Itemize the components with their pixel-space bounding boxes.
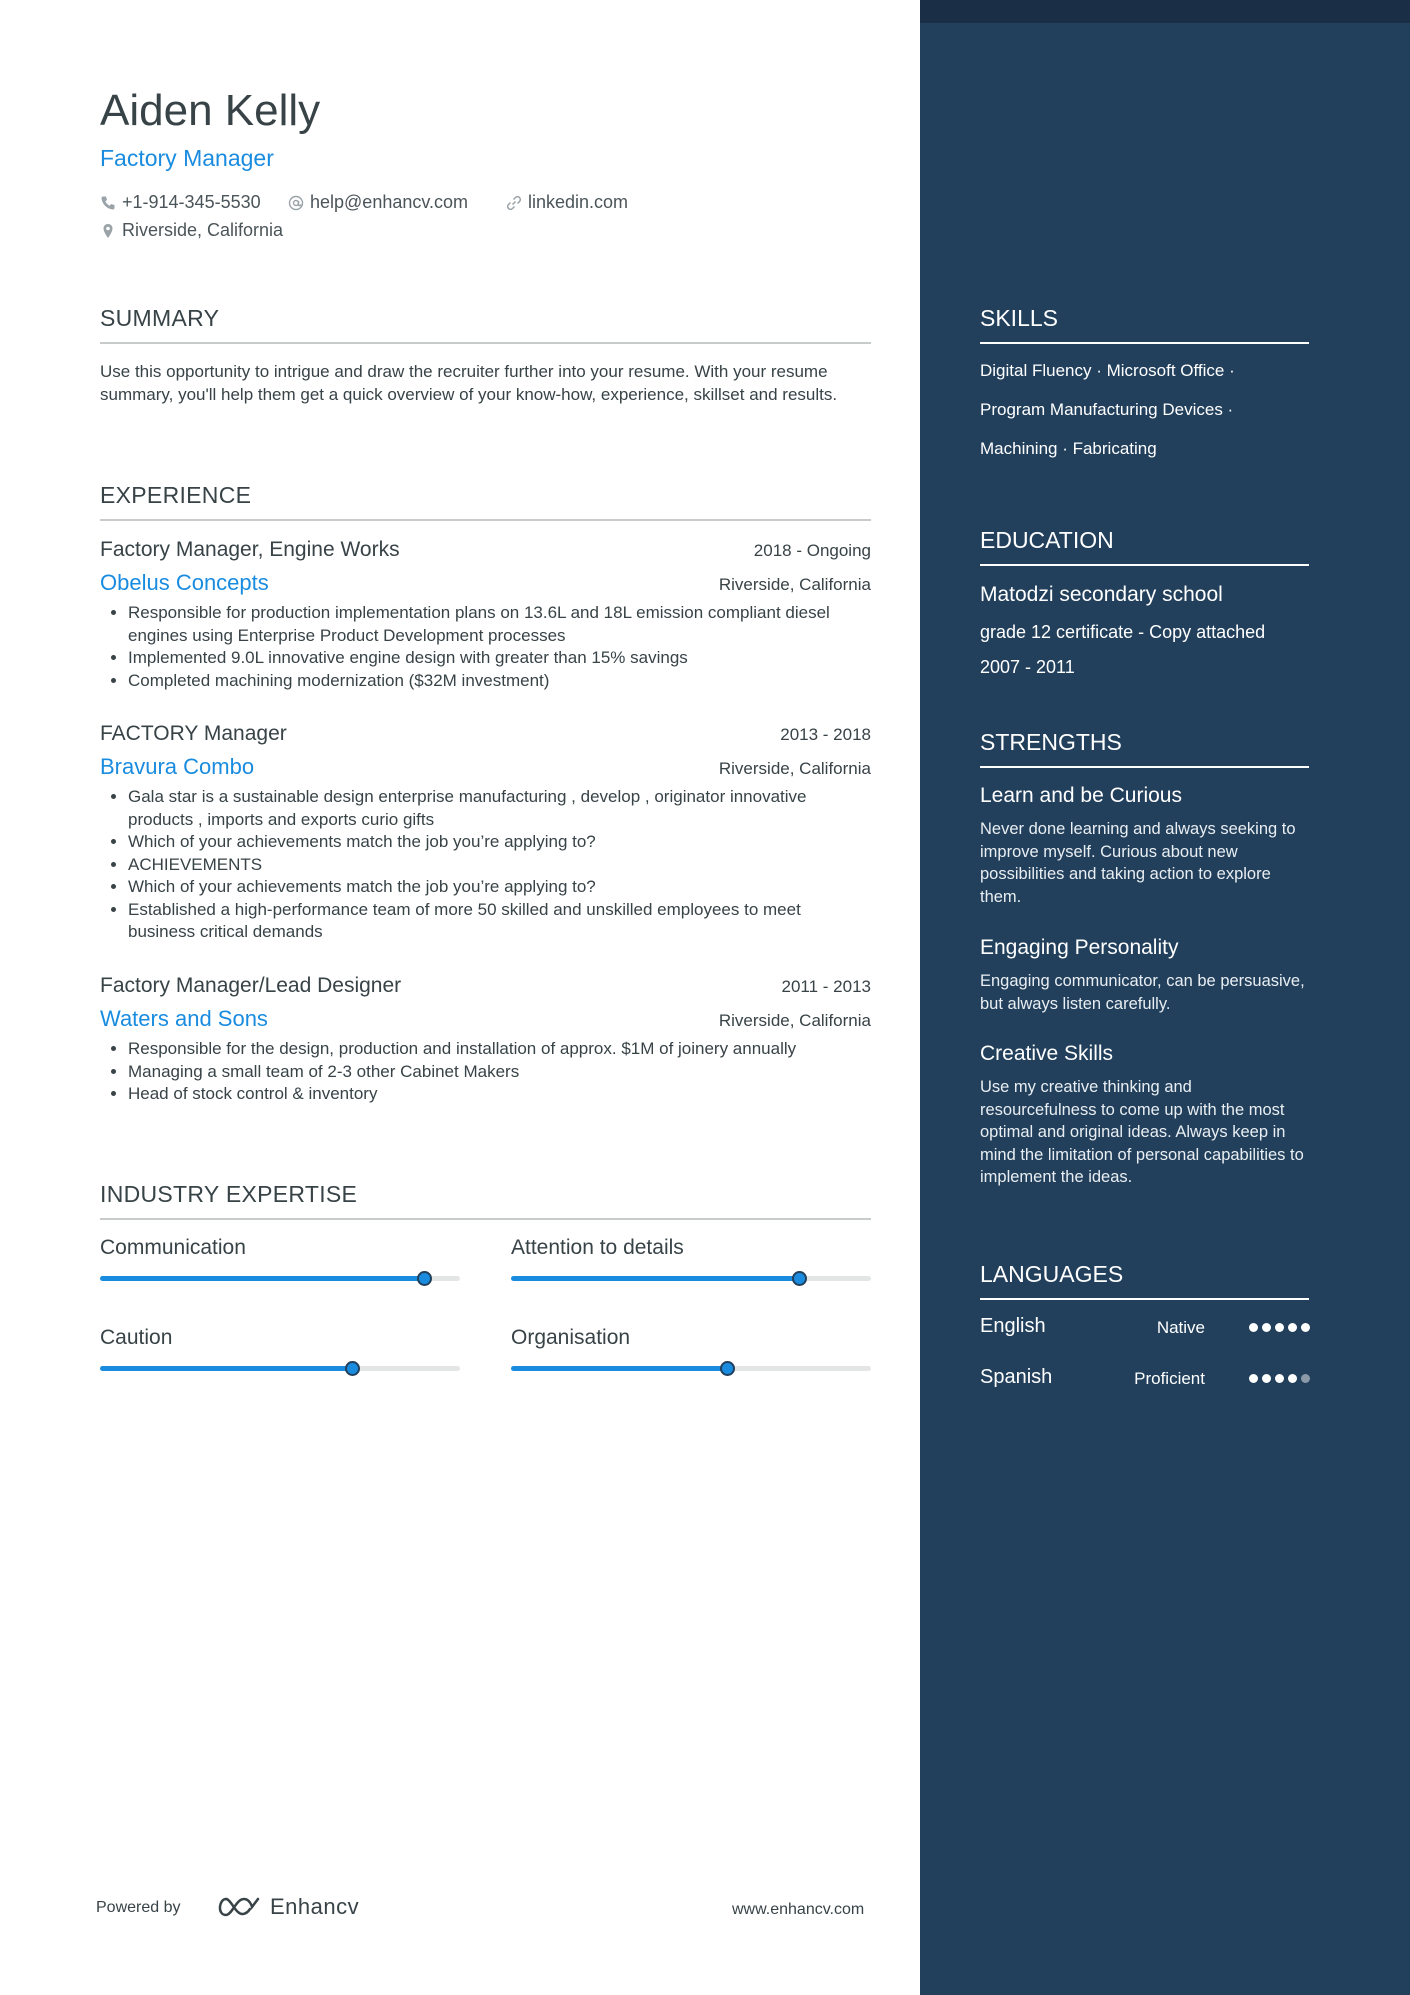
skills-line: Program Manufacturing Devices · <box>980 400 1234 419</box>
proficiency-dot <box>1288 1323 1297 1332</box>
job-bullet: • Responsible for production implementation plans on 13.6L and 18L emission compliant diesel engines using Enterprise Product Development processes <box>128 602 871 647</box>
language-row <box>980 1315 1310 1343</box>
job-bullets <box>100 602 871 692</box>
education-heading: EDUCATION <box>980 527 1309 566</box>
job-bullet: • Established a high-performance team of more 50 skilled and unskilled employees to meet business critical demands <box>128 899 871 944</box>
footer-url[interactable]: www.enhancv.com <box>732 1901 865 1918</box>
job-bullet: • ACHIEVEMENTS <box>128 854 871 877</box>
expertise-bar-fill <box>511 1366 727 1371</box>
expertise-item <box>100 1236 460 1281</box>
proficiency-dot <box>1275 1374 1284 1383</box>
powered-by-label: Powered by <box>96 1899 181 1916</box>
job-entry <box>100 538 871 692</box>
proficiency-dot <box>1275 1323 1284 1332</box>
job-role: Factory Manager/Lead Designer <box>100 974 402 997</box>
summary-text: Use this opportunity to intrigue and draw the recruiter further into your resume. With your resume summary, you'll help them get a quick overview of your know-how, experience, skillset and results. <box>100 362 838 404</box>
expertise-bar <box>100 1276 460 1281</box>
expertise-bar-knob <box>345 1361 360 1376</box>
expertise-bar <box>511 1276 871 1281</box>
language-name: Spanish <box>980 1366 1053 1388</box>
sidebar-top-band <box>920 0 1410 23</box>
skills-line: Digital Fluency · Microsoft Office · <box>980 361 1235 380</box>
job-bullets <box>100 786 871 944</box>
enhancv-logo[interactable] <box>214 1894 359 1920</box>
proficiency-dot <box>1262 1323 1271 1332</box>
job-bullet: • Responsible for the design, production and installation of approx. $1M of joinery annually <box>128 1038 871 1061</box>
brand-name: Enhancv <box>270 1894 360 1919</box>
expertise-label: Organisation <box>511 1326 631 1349</box>
job-bullet: • Which of your achievements match the job you’re applying to? <box>128 876 871 899</box>
job-bullet: • Completed machining modernization ($32M investment) <box>128 670 871 693</box>
expertise-bar-fill <box>511 1276 799 1281</box>
languages-heading: LANGUAGES <box>980 1261 1309 1300</box>
job-dates: 2018 - Ongoing <box>753 541 871 560</box>
job-bullet: • Which of your achievements match the job you’re applying to? <box>128 831 871 854</box>
expertise-bar <box>511 1366 871 1371</box>
location-pin-icon <box>100 223 116 239</box>
expertise-item <box>511 1326 871 1371</box>
expertise-label: Caution <box>100 1326 173 1349</box>
proficiency-dot <box>1288 1374 1297 1383</box>
proficiency-dot <box>1301 1374 1310 1383</box>
job-company: Waters and Sons <box>100 1006 268 1031</box>
experience-heading: EXPERIENCE <box>100 482 871 521</box>
at-icon <box>288 195 304 211</box>
job-location: Riverside, California <box>718 759 871 778</box>
expertise-label: Attention to details <box>511 1236 684 1259</box>
summary-heading: SUMMARY <box>100 305 871 344</box>
job-role: FACTORY Manager <box>100 722 287 745</box>
linkedin-contact[interactable] <box>506 192 628 213</box>
industry-expertise-heading: INDUSTRY EXPERTISE <box>100 1181 871 1220</box>
proficiency-dot <box>1301 1323 1310 1332</box>
language-name: English <box>980 1315 1046 1337</box>
expertise-bar-fill <box>100 1276 424 1281</box>
expertise-item <box>100 1326 460 1371</box>
job-role: Factory Manager, Engine Works <box>100 538 400 561</box>
location-contact <box>100 220 283 241</box>
strengths-heading: STRENGTHS <box>980 729 1309 768</box>
expertise-bar-knob <box>720 1361 735 1376</box>
job-company: Obelus Concepts <box>100 570 269 595</box>
job-entry <box>100 974 871 1106</box>
strength-description: Never done learning and always seeking to improve myself. Curious about new possibilities and taking action to explore them. <box>980 820 1296 906</box>
skills-heading: SKILLS <box>980 305 1309 344</box>
strength-title: Creative Skills <box>980 1042 1114 1065</box>
proficiency-dot <box>1249 1374 1258 1383</box>
strength-title: Engaging Personality <box>980 936 1179 959</box>
linkedin-text: linkedin.com <box>528 192 629 212</box>
skills-line: Machining · Fabricating <box>980 439 1157 458</box>
job-bullet: • Gala star is a sustainable design enterprise manufacturing , develop , originator innovative products , imports and exports curio gifts <box>128 786 871 831</box>
job-location: Riverside, California <box>718 575 871 594</box>
job-title: Factory Manager <box>100 145 274 171</box>
phone-contact[interactable] <box>100 192 261 213</box>
link-icon <box>506 195 522 211</box>
job-dates: 2013 - 2018 <box>780 725 871 744</box>
phone-icon <box>100 195 116 211</box>
job-bullet: • Managing a small team of 2-3 other Cabinet Makers <box>128 1061 871 1084</box>
expertise-bar-fill <box>100 1366 352 1371</box>
job-bullets <box>100 1038 871 1106</box>
job-bullet: • Head of stock control & inventory <box>128 1083 871 1106</box>
language-level: Proficient <box>1134 1369 1205 1388</box>
language-dots <box>1249 1323 1310 1332</box>
phone-text: +1-914-345-5530 <box>122 192 261 212</box>
strength-description: Engaging communicator, can be persuasive, but always listen carefully. <box>980 972 1305 1013</box>
job-bullet: • Implemented 9.0L innovative engine design with greater than 15% savings <box>128 647 871 670</box>
job-location: Riverside, California <box>718 1011 871 1030</box>
job-company: Bravura Combo <box>100 754 255 779</box>
expertise-bar-knob <box>417 1271 432 1286</box>
email-text: help@enhancv.com <box>310 192 469 212</box>
job-dates: 2011 - 2013 <box>781 977 871 996</box>
education-school: Matodzi secondary school <box>980 583 1223 606</box>
job-entry <box>100 722 871 944</box>
candidate-name: Aiden Kelly <box>100 86 321 135</box>
location-text: Riverside, California <box>122 220 284 240</box>
expertise-bar <box>100 1366 460 1371</box>
strength-title: Learn and be Curious <box>980 784 1182 807</box>
email-contact[interactable] <box>288 192 468 213</box>
proficiency-dot <box>1262 1374 1271 1383</box>
expertise-item <box>511 1236 871 1281</box>
expertise-bar-knob <box>792 1271 807 1286</box>
language-row <box>980 1366 1310 1394</box>
proficiency-dot <box>1249 1323 1258 1332</box>
language-level: Native <box>1156 1318 1205 1337</box>
education-degree: grade 12 certificate - Copy attached <box>980 622 1266 642</box>
language-dots <box>1249 1374 1310 1383</box>
infinity-logo-icon <box>214 1895 262 1919</box>
strength-description: Use my creative thinking and resourcefulness to come up with the most optimal and original ideas. Always keep in mind the limitation of personal capabilities to implement the ideas. <box>980 1078 1304 1186</box>
expertise-label: Communication <box>100 1236 246 1259</box>
education-dates: 2007 - 2011 <box>980 657 1075 677</box>
